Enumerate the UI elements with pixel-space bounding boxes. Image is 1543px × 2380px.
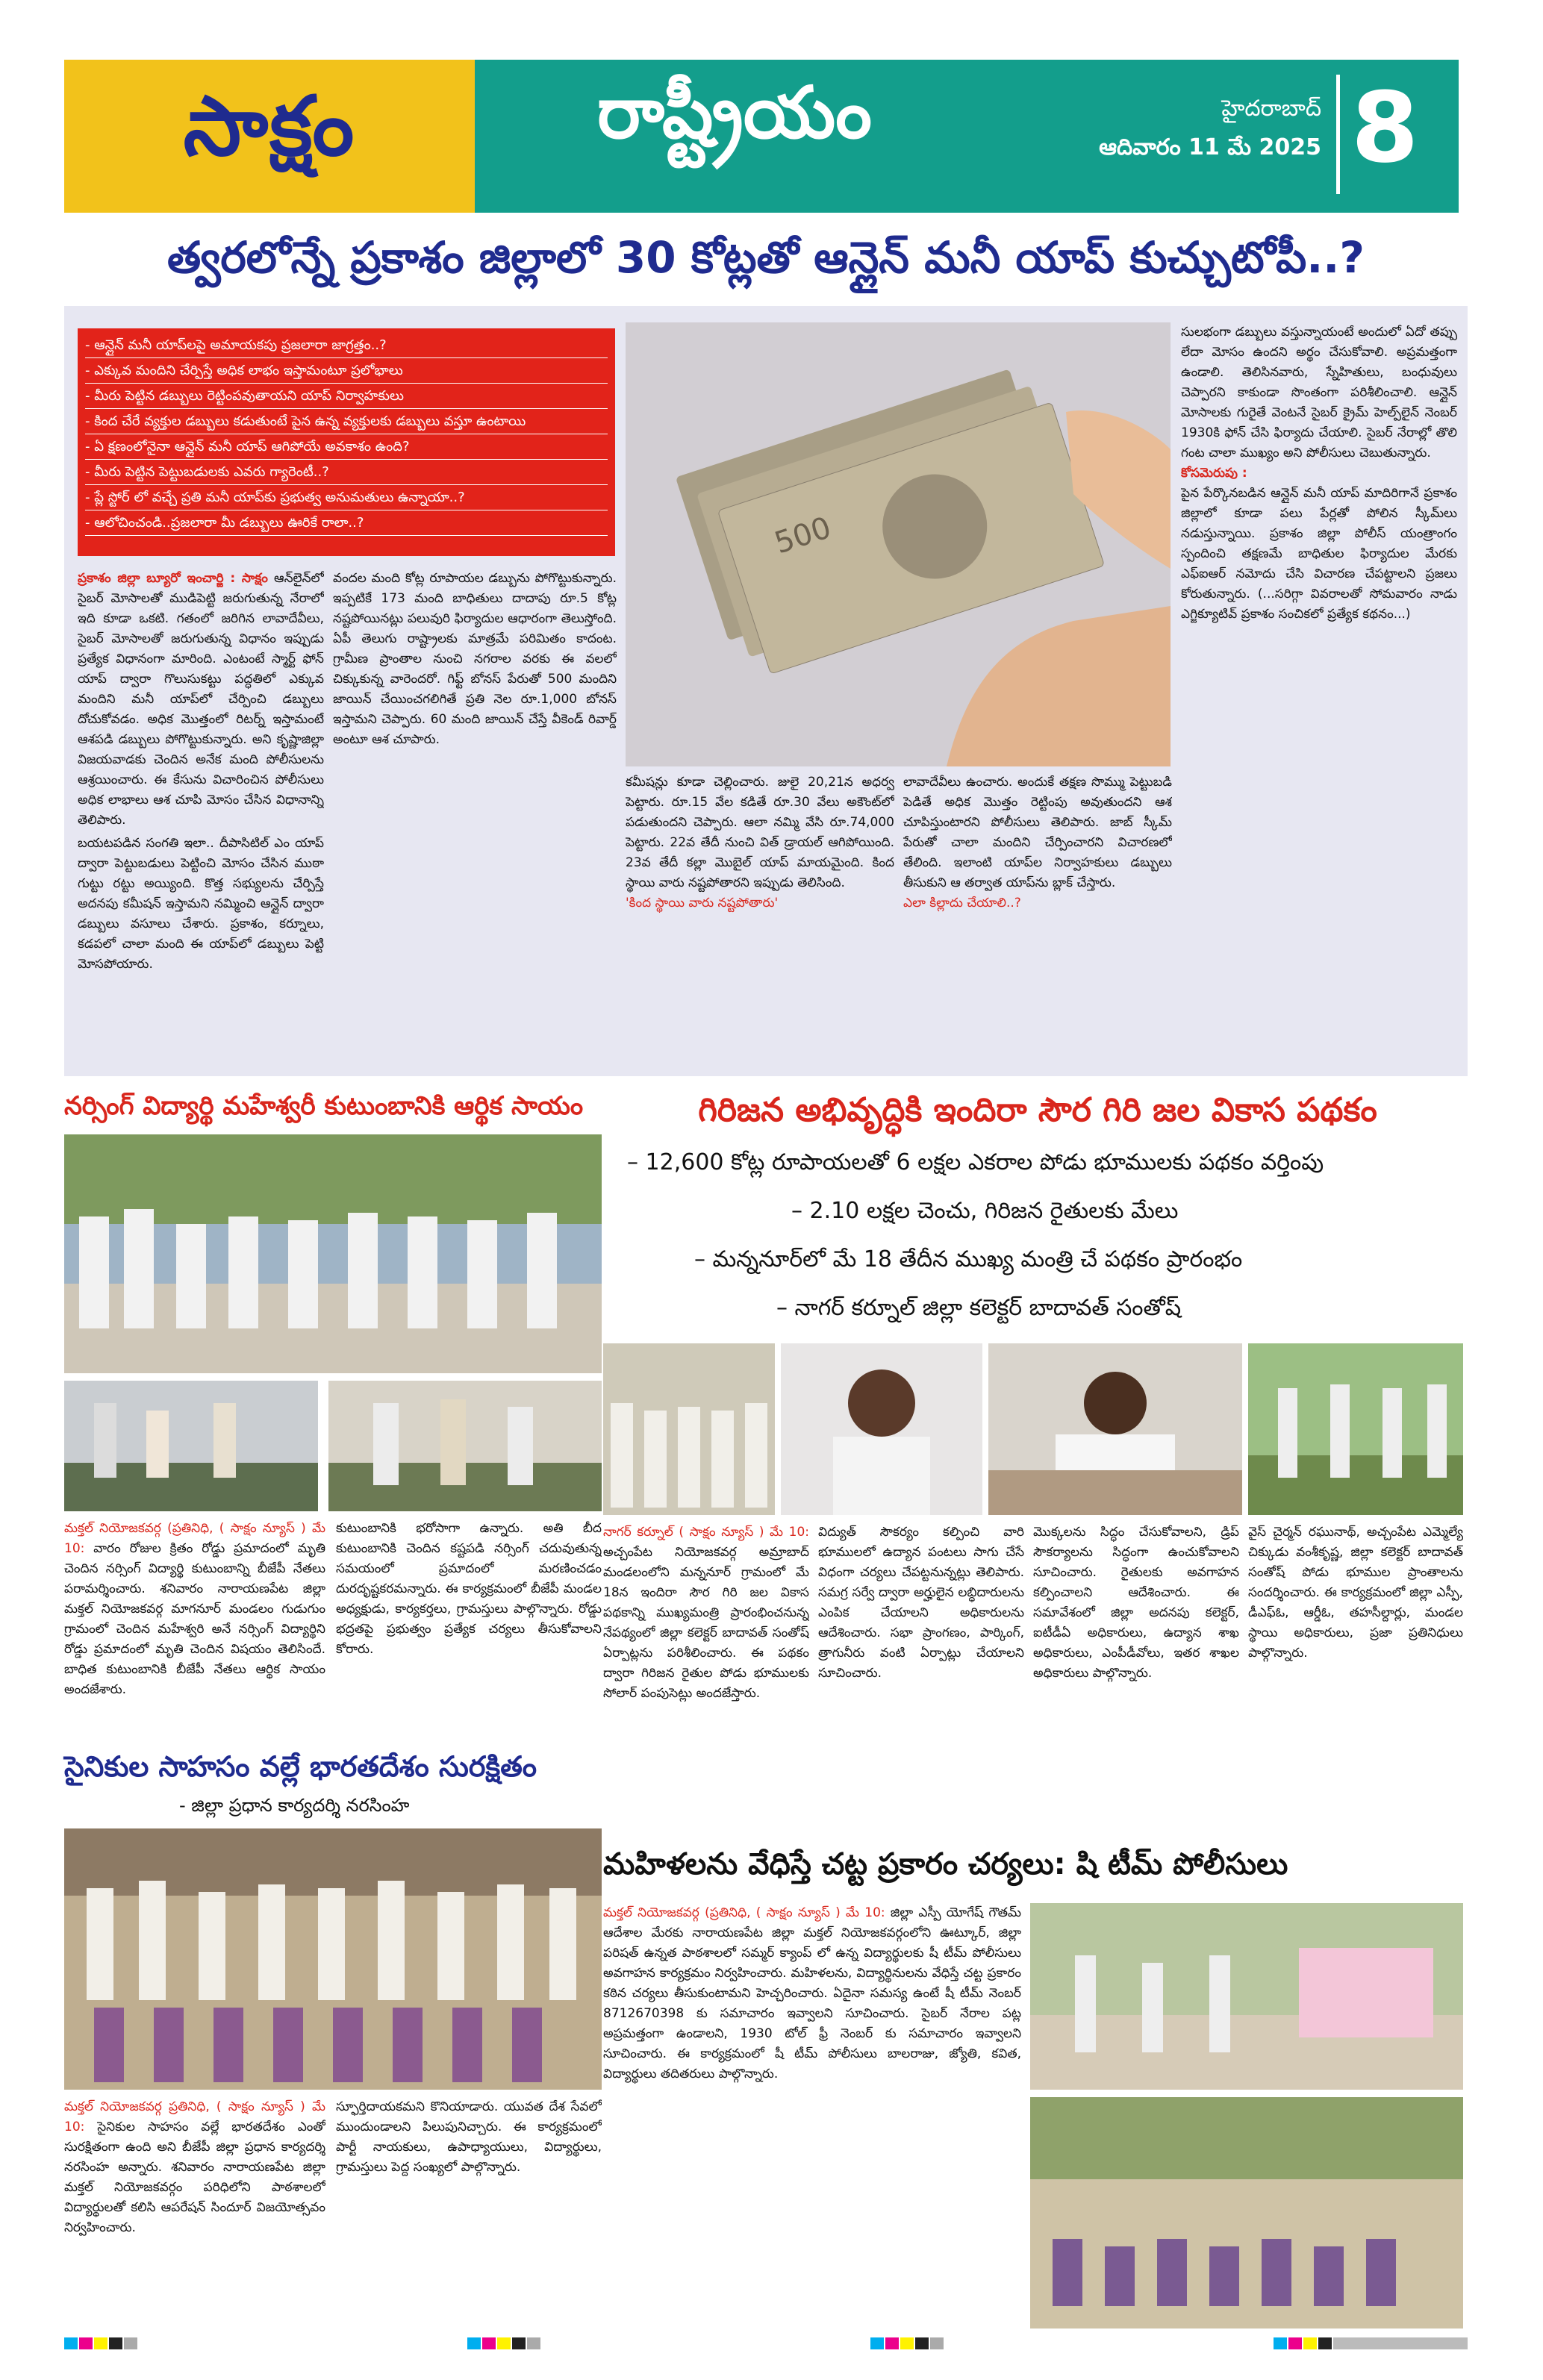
- soldiers-col1-text: సైనికుల సాహసం వల్లే భారతదేశం ఎంతో సురక్షితంగా ఉంది అని బీజేపీ జిల్లా ప్రధాన కార్యదర్శి నరసింహ అన్నారు. శనివారం నారాయణపేట జిల్లా మక్తల్ నియోజకవర్గం పరిధిలోని పాఠశాలలో విద్యార్థులతో కలిసి ఆపరేషన్ సిందూర్ విజయోత్సవం నిర్వహించారు.: [64, 2120, 325, 2235]
- girijana-column-3: [1033, 1522, 1239, 1836]
- girijana-column-2: [818, 1522, 1024, 1836]
- highlight-box: [78, 328, 615, 556]
- nursing-col1-text: వారం రోజుల క్రితం రోడ్డు ప్రమాదంలో మృతి చెందిన నర్సింగ్ విద్యార్థి కుటుంబాన్ని బీజేపీ నేతలు పరామర్శించారు. శనివారం నారాయణపేట జిల్లా మక్తల్ నియోజకవర్గ మాగనూర్ మండలం గుడుగుం గ్రామంలో చెందిన మహేశ్వరి అనే నర్సింగ్ విద్యార్థిని రోడ్డు ప్రమాదంలో మృతి చెందిన విషయం తెలిసిందే. బాధిత కుటుంబానికి బీజేపీ నేతలు ఆర్థిక సాయం అందజేశారు.: [64, 1541, 325, 1697]
- soldiers-column-1: [64, 2097, 325, 2329]
- lead-col3-text: కమీషన్లు కూడా చెల్లించారు. జులై 20,21న అధర్వ పెట్టారు. రూ.15 వేల కడితే రూ.30 వేలు అకౌంట్‌లో పడుతుందని చెప్పారు. ఆలా నమ్మి వేసి రూ.74,000 పెట్టారు. 22వ తేదీ నుంచి విత్ డ్రాయల్ ఆగిపోయింది. 23వ తేదీ కల్లా మొబైల్ యాప్ మాయమైంది. కింద స్థాయి వారు నష్టపోతారని ఇప్పుడు తెలిసింది.: [626, 775, 894, 890]
- highlight-item: - ప్లే స్టోర్ లో వచ్చే ప్రతి మనీ యాప్‌కు ప్రభుత్వ అనుమతులు ఉన్నాయా..?: [85, 485, 608, 510]
- girijana-dateline: నాగర్ కర్నూల్ ( సాక్షం న్యూస్ ) మే 10:: [603, 1525, 809, 1540]
- section-title: రాష్ట్రీయం: [597, 71, 872, 154]
- highlight-item: - ఎక్కువ మందిని చేర్పిస్తే అధిక లాభం ఇస్తామంటూ ప్రలోభాలు: [85, 358, 608, 384]
- highlight-item: - మీరు పెట్టిన డబ్బులు రెట్టింపవుతాయని యాప్ నిర్వాహకులు: [85, 384, 608, 409]
- sheteam-photo-2: [1030, 2097, 1463, 2329]
- sheteam-photo-1: [1030, 1903, 1463, 2090]
- logo-text: సాక్షం: [183, 78, 356, 174]
- girijana-photo-1: [603, 1343, 775, 1515]
- nursing-photo-left: [64, 1381, 318, 1511]
- girijana-deck-4: – నాగర్ కర్నూల్ జిల్లా కలెక్టర్ బాదావత్ సంతోష్: [776, 1295, 1182, 1321]
- nursing-dateline: మక్తల్ నియోజకవర్గ (ప్రతినిధి, ( సాక్షం న్యూస్ ) మే 10:: [64, 1521, 325, 1556]
- lead-col4-text: లావాదేవీలు ఉంచారు. అందుకే తక్షణ సొమ్ము పెట్టుబడి పెడితే అధిక మొత్తం రెట్టింపు అవుతుందని ఆశ చూపిస్తుంటారని పోలీసులు తెలిపారు. జాబ్ స్కీమ్ పేరుతో చాలా మందిని చేర్పించారని విచారణలో తేలింది. ఇలాంటి యాప్‌ల నిర్వాహకులు డబ్బులు తీసుకుని ఆ తర్వాత యాప్‌ను బ్లాక్ చేస్తారు.: [903, 775, 1172, 890]
- lead-col1-text: ఆన్‌లైన్‌లో సైబర్ మోసాలతో ముడిపెట్టి జరుగుతున్న నేరాలో ఇది కూడా ఒకటి. గతంలో జరిగిన లావాదేవీలు, సైబర్ మోసాలతో జరుగుతున్న విధానం ఇప్పుడు ప్రత్యేక విధానంగా మారింది. ఎంటంటే స్మార్ట్ ఫోన్ యాప్ ద్వారా గొలుసుకట్టు పద్ధతిలో ఎక్కువ మందిని మనీ యాప్‌లో చేర్పించి డబ్బులు దోచుకోవడం. అధిక మొత్తంలో రిటర్న్ ఇస్తామంటే ఆశపడి డబ్బులు పోగొట్టుకున్నారు. అని కృష్ణాజిల్లా విజయవాడకు చెందిన అనేక మంది పోలీసులను ఆశ్రయించారు. ఈ కేసును విచారించిన పోలీసులు అధిక లాభాలు ఆశ చూపి మోసం చేసిన విధానాన్ని తెలిపారు.: [78, 571, 324, 828]
- girijana-column-4: [1248, 1522, 1463, 1836]
- soldiers-col2-text: స్ఫూర్తిదాయకమని కొనియాడారు. యువత దేశ సేవలో ముందుండాలని పిలుపునిచ్చారు. ఈ కార్యక్రమంలో పార్టీ నాయకులు, ఉపాధ్యాయులు, విద్యార్థులు, గ్రామస్తులు పెద్ద సంఖ్యలో పాల్గొన్నారు.: [336, 2099, 602, 2175]
- lead-dateline: ప్రకాశం జిల్లా బ్యూరో ఇంచార్జి : సాక్షం: [78, 571, 268, 586]
- lead-headline: త్వరలోన్నే ప్రకాశం జిల్లాలో 30 కోట్లతో ఆన్లైన్ మనీ యాప్ కుచ్చుటోపీ..?: [167, 232, 1365, 283]
- lead-column-2: [333, 569, 617, 1069]
- lead-subhead: ఎలా కిల్లాదు చేయాలి..?: [903, 896, 1021, 911]
- lead-col5b-text: పైన పేర్కొనబడిన ఆన్లైన్ మనీ యాప్ మాదిరిగానే ప్రకాశం జిల్లాలో కూడా పలు పేర్లతో పోలిన స్కీమ్‌లు నడుస్తున్నాయి. ప్రకాశం జిల్లా పోలీస్ యంత్రాంగం స్పందించి తక్షణమే బాధితుల ఫిర్యాదుల మేరకు ఎఫ్ఐఆర్ నమోదు చేసి విచారణ చేపట్టాలని ప్రజలు కోరుతున్నారు. (...సరిగ్గా వివరాలతో సోమవారం నాడు ఎగ్జిక్యూటివ్ ప్రకాశం సంచికలో ప్రత్యేక కథనం...): [1181, 486, 1457, 622]
- girijana-column-1: [603, 1522, 809, 1836]
- highlight-item: - మీరు పెట్టిన పెట్టుబడులకు ఎవరు గ్యారెంటీ..?: [85, 460, 608, 485]
- lead-column-4: [903, 772, 1172, 1071]
- girijana-photo-4: [1248, 1343, 1463, 1515]
- sheteam-col1-text: జిల్లా ఎస్పీ యోగేష్ గౌతమ్ ఆదేశాల మేరకు నారాయణపేట జిల్లా మక్తల్ నియోజకవర్గంలోని ఊట్కూర్, జిల్లా పరిషత్ ఉన్నత పాఠశాలలో సమ్మర్ క్యాంప్ లో ఉన్న విద్యార్థులకు షీ టీమ్ పోలీసులు అవగాహన కార్యక్రమం నిర్వహించారు. మహిళలను, విద్యార్థినులను వేధిస్తే చట్ట ప్రకారం కఠిన చర్యలు తీసుకుంటామని హెచ్చరించారు. ఏదైనా సమస్య ఉంటే షీ టీమ్ నెంబర్ 8712670398 కు సమాచారం ఇవ్వాలని సూచించారు. సైబర్ నేరాల పట్ల అప్రమత్తంగా ఉండాలని, 1930 టోల్ ఫ్రీ నెంబర్ కు సమాచారం ఇవ్వాలని సూచించారు. ఈ కార్యక్రమంలో షీ టీమ్ పోలీసులు బాలరాజు, జ్యోతి, కవిత, విద్యార్థులు తదితరులు పాల్గొన్నారు.: [603, 1905, 1021, 2081]
- soldiers-dateline: మక్తల్ నియోజకవర్గ ప్రతినిధి, ( సాక్షం న్యూస్ ) మే 10:: [64, 2099, 325, 2134]
- girijana-photo-2: [781, 1343, 982, 1515]
- header-city: హైదరాబాద్: [1221, 96, 1321, 122]
- girijana-photo-3: [988, 1343, 1242, 1515]
- lead-column-1: [78, 569, 324, 1069]
- nursing-group-photo: [64, 1134, 602, 1373]
- lead-col1b-text: బయటపడిన సంగతి ఇలా.. దీపాసిటిల్ ఎం యాప్ ద్వారా పెట్టుబడులు పెట్టించి మోసం చేసిన ముఠా గుట్టు రట్టు అయ్యింది. కొత్త సభ్యులను చేర్పిస్తే అదనపు కమీషన్ ఇస్తామని నమ్మించి ఆన్లైన్ ద్వారా డబ్బులు వసూలు చేశారు. ప్రకాశం, కర్నూలు, కడపలో చాలా మంది ఈ యాప్‌లో డబ్బులు పెట్టి మోసపోయారు.: [78, 836, 324, 972]
- girijana-deck-3: – మన్ననూర్‌లో మే 18 తేదీన ముఖ్య మంత్రి చే పథకం ప్రారంభం: [694, 1246, 1243, 1272]
- photo-caption: 'కింద స్థాయి వారు నష్టపోతారు': [626, 896, 779, 911]
- highlight-item: - ఆలోచించండి..ప్రజలారా మీ డబ్బులు ఊరికే రాలా..?: [85, 510, 608, 536]
- soldiers-headline: సైనికుల సాహసం వల్లే భారతదేశం సురక్షితం: [64, 1750, 537, 1783]
- registration-bar: [64, 2337, 1468, 2349]
- sheteam-dateline: మక్తల్ నియోజకవర్గ (ప్రతినిధి, ( సాక్షం న్యూస్ ) మే 10:: [603, 1905, 885, 1920]
- girijana-col2-text: విద్యుత్ సౌకర్యం కల్పించి వారి భూములలో ఉద్యాన పంటలు సాగు చేసే విధంగా చర్యలు చేపట్టనున్నట్లు తెలిపారు. సమగ్ర సర్వే ద్వారా అర్హులైన లబ్ధిదారులను ఎంపిక చేయాలని అధికారులను ఆదేశించారు. సభా ప్రాంగణం, పార్కింగ్, త్రాగునీరు వంటి ఏర్పాట్లు చేయాలని సూచించారు.: [818, 1525, 1024, 1681]
- lead-column-5: [1181, 322, 1457, 1069]
- header-divider: [1336, 75, 1340, 194]
- nursing-headline: నర్సింగ్ విద్యార్థి మహేశ్వరీ కుటుంబానికి ఆర్థిక సాయం: [64, 1091, 584, 1121]
- sheteam-column-1: [603, 1903, 1021, 2329]
- lead-col5-text: సులభంగా డబ్బులు వస్తున్నాయంటే అందులో ఏదో తప్పు లేదా మోసం ఉందని అర్థం చేసుకోవాలి. అప్రమత్తంగా ఉండాలి. తెలిసినవారు, స్నేహితులు, బంధువులు చెప్పారని కాకుండా సొంతంగా పరిశీలించాలి. ఆన్లైన్ మోసాలకు గురైతే వెంటనే సైబర్ క్రైమ్ హెల్ప్‌లైన్ నెంబర్ 1930కి ఫోన్ చేసి ఫిర్యాదు చేయాలి. సైబర్ నేరాల్లో తొలి గంట చాలా ముఖ్యం అని పోలీసులు చెబుతున్నారు.: [1181, 325, 1457, 460]
- nursing-column-2: [336, 1519, 602, 1743]
- page-number: 8: [1351, 71, 1419, 184]
- currency-photo: [626, 322, 1171, 766]
- girijana-deck-1: – 12,600 కోట్ల రూపాయలతో 6 లక్షల ఎకరాల పోడు భూములకు పథకం వర్తింపు: [627, 1149, 1324, 1175]
- masthead-logo: [64, 60, 475, 213]
- lead-column-3: [626, 772, 894, 1071]
- nursing-column-1: [64, 1519, 325, 1743]
- highlight-item: - ఆన్లైన్ మనీ యాప్‌లపై అమాయకపు ప్రజలారా జాగ్రత్తం..?: [85, 333, 608, 358]
- girijana-col4-text: వైస్ చైర్మన్ రఘునాథ్, అచ్చంపేట ఎమ్మెల్యే చిక్కుడు వంశీకృష్ణ, జిల్లా కలెక్టర్ బాదావత్ సంతోష్ పోడు భూముల ప్రాంతాలను సందర్శించారు. ఈ కార్యక్రమంలో జిల్లా ఎస్పీ, డీఎఫ్ఓ, ఆర్డీఓ, తహసీల్దార్లు, మండల స్థాయి అధికారులు, ప్రజా ప్రతినిధులు పాల్గొన్నారు.: [1248, 1525, 1463, 1661]
- nursing-col2-text: కుటుంబానికి భరోసాగా ఉన్నారు. అతి బీద కుటుంబానికి చెందిన కష్టపడి నర్సింగ్ చదువుతున్న సమయంలో ప్రమాదంలో మరణించడం దురదృష్టకరమన్నారు. ఈ కార్యక్రమంలో బీజేపీ మండల అధ్యక్షుడు, కార్యకర్తలు, గ్రామస్తులు పాల్గొన్నారు. రోడ్డు భద్రతపై ప్రభుత్వం ప్రత్యేక చర్యలు తీసుకోవాలని కోరారు.: [336, 1521, 602, 1657]
- soldiers-subhead: - జిల్లా ప్రధాన కార్యదర్శి నరసింహ: [179, 1795, 410, 1816]
- nursing-photo-right: [328, 1381, 602, 1511]
- girijana-deck-2: – 2.10 లక్షల చెంచు, గిరిజన రైతులకు మేలు: [791, 1198, 1179, 1224]
- girijana-headline: గిరిజన అభివృద్ధికి ఇందిరా సౌర గిరి జల వికాస పథకం: [698, 1091, 1377, 1129]
- lead-col2-text: వందల మంది కోట్ల రూపాయల డబ్బును పోగొట్టుకున్నారు. ఇప్పటికే 173 మంది బాధితులు దాదాపు రూ.5 కోట్ల నష్టపోయినట్లు పలువురి ఫిర్యాదుల ఆధారంగా తెలుస్తోంది. ఏపీ తెలుగు రాష్ట్రాలకు మాత్రమే పరిమితం కాదంట. గ్రామీణ ప్రాంతాల నుంచి నగరాల వరకు ఈ వలలో చిక్కుకున్న వారెందరో. గిఫ్ట్ బోనస్ పేరుతో 500 మందిని జాయిన్ చేయించగలిగితే ప్రతి నెల రూ.1,000 బోనస్ ఇస్తామని చెప్పారు. 60 మంది జాయిన్ చేస్తే వీకెండ్ రివార్డ్ అంటూ ఆశ చూపారు.: [333, 571, 617, 747]
- girijana-col3-text: మొక్కలను సిద్ధం చేసుకోవాలని, డ్రిప్ సౌకర్యాలను సిద్ధంగా ఉంచుకోవాలని సూచించారు. రైతులకు అవగాహన కల్పించాలని ఆదేశించారు. ఈ సమావేశంలో జిల్లా అదనపు కలెక్టర్, ఐటీడీఏ అధికారులు, ఉద్యాన శాఖ అధికారులు, ఎంపీడీవోలు, ఇతర శాఖల అధికారులు పాల్గొన్నారు.: [1033, 1525, 1239, 1681]
- sheteam-headline: మహిళలను వేధిస్తే చట్ట ప్రకారం చర్యలు: షి టీమ్ పోలీసులు: [603, 1847, 1288, 1881]
- svg-text:500: 500: [770, 510, 835, 561]
- header-date: ఆదివారం 11 మే 2025: [1099, 134, 1321, 160]
- highlight-item: - కింద చేరే వ్యక్తుల డబ్బులు కడుతుంటే పైన ఉన్న వ్యక్తులకు డబ్బులు వస్తూ ఉంటాయి: [85, 409, 608, 434]
- soldiers-group-photo: [64, 1828, 602, 2090]
- girijana-col1-text: అచ్చంపేట నియోజకవర్గ అమ్రాబాద్ మండలంలోని మన్ననూర్ గ్రామంలో మే 18న ఇందిరా సౌర గిరి జల వికాస పథకాన్ని ముఖ్యమంత్రి ప్రారంభించనున్న నేపథ్యంలో జిల్లా కలెక్టర్ బాదావత్ సంతోష్ ఏర్పాట్లను పరిశీలించారు. ఈ పథకం ద్వారా గిరిజన రైతుల పోడు భూములకు సోలార్ పంపుసెట్లు అందజేస్తారు.: [603, 1545, 809, 1701]
- lead-subhead-2: కోసమెరుపు :: [1181, 466, 1247, 481]
- soldiers-column-2: [336, 2097, 602, 2329]
- highlight-item: - ఏ క్షణంలోనైనా ఆన్లైన్ మనీ యాప్ ఆగిపోయే అవకాశం ఉంది?: [85, 434, 608, 460]
